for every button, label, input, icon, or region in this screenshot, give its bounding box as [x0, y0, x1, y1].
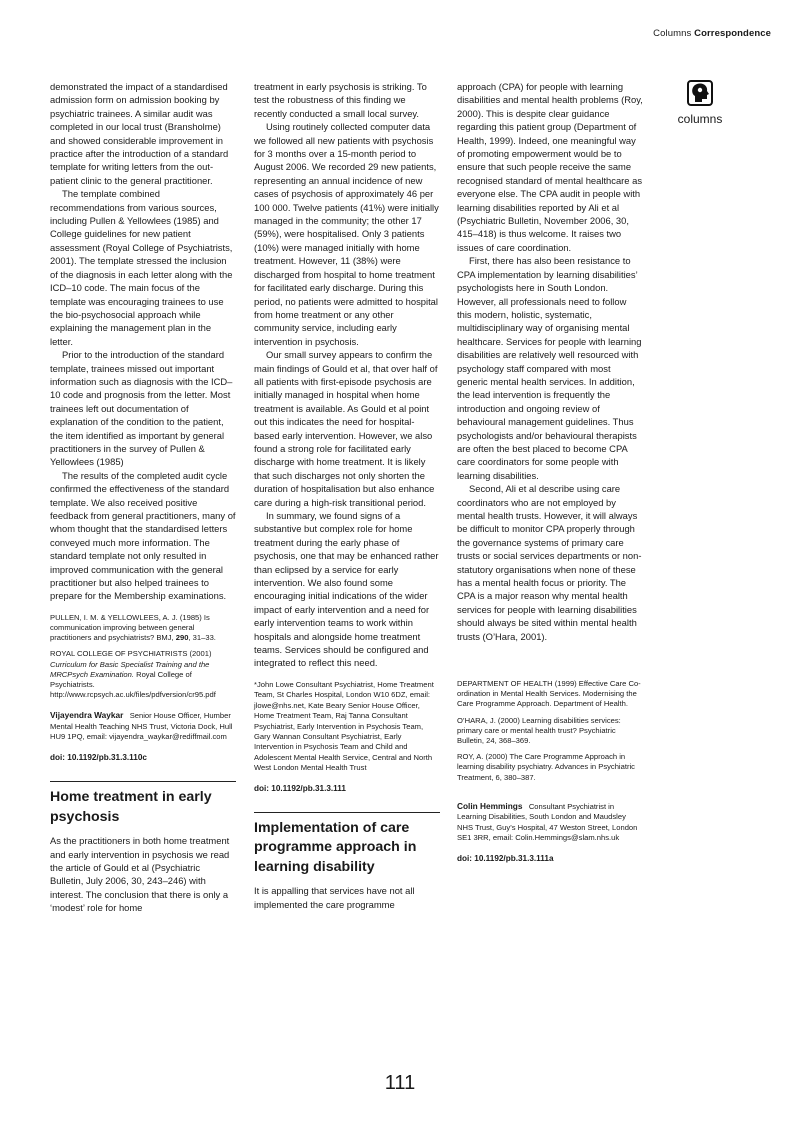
paragraph: Our small survey appears to confirm the main findings of Gould et al, that over half of all patients with first-episode psychosis are initially managed in hospital when home treatment is available. As Gould et al point out this indicates the need for hospital-based early intervention. However, we also found a strong role for facilitated early discharge with home treatment. It is likely that such discharges not only shorten the duration of hospitalisation but also enhance care during a high-risk transitional period. [254, 349, 438, 508]
author-block: *John Lowe Consultant Psychiatrist, Home Treatment Team, St Charles Hospital, London W10 6DZ, email: jlowe@nhs.net, Kate Beary Senior House Officer, Home Treatment Team, Raj Tanna Consultant Psychiatrist, Early Intervention in Psychosis Team, Gary Wannan Consultant Psychiatrist, Early Intervention in Psychosis Team and Child and Adolescent Mental Health Service, Central and North West London Mental Health Trust [254, 679, 434, 773]
head-profile-icon [686, 78, 714, 108]
reference: ROY, A. (2000) The Care Programme Approach in learning disability psychiatry. Advances in Psychiatric Treatment, 6, 380–387. [457, 752, 635, 782]
column-1 [50, 80, 236, 915]
author-details: Senior House Officer, Humber Mental Health Teaching NHS Trust, Victoria Dock, Hull HU9 1PQ, email: vijayendra_waykar@rediffmail.com [50, 711, 233, 742]
running-head [653, 28, 771, 39]
paragraph: The template combined recommendations from various sources, including Pullen & Yellowlees (1985) and College guidelines for new patient assessment (Royal College of Psychiatrists, 2001). The template stressed the inclusion of the diagnosis in each letter along with the ICD–10 code. The main focus of the template was encouraging trainees to use the bio-psychosocial approach while explaining the management plan in the letter. [50, 188, 233, 347]
paragraph: demonstrated the impact of a standardised admission form on admission booking by psychiatric trainees. A similar audit was completed in our local trust (Bransholme) and showed considerable improvement in practice after the introduction of a standard template for writing letters from the out-patient clinic to the general practitioner. [50, 81, 229, 186]
reference: PULLEN, I. M. & YELLOWLEES, A. J. (1985) Is communication improving between general practitioners and psychiatrists? BMJ, 290, 31–33. [50, 612, 216, 643]
author-block [50, 710, 236, 742]
column-2 [254, 80, 440, 911]
paragraph: approach (CPA) for people with learning disabilities and mental health problems (Roy, 2000). This is despite clear guidance regarding this patient group (Department of Health, 1999). Indeed, one meaningful way of promoting empowerment would be to ensure that such people receive the same recognised standard of mental healthcare as everyone else. The CPA audit in people with learning disabilities reported by Ali et al (Psychiatric Bulletin, November 2006, 30, 415–418) is thus welcome. It raises two issues of care coordination. [457, 81, 643, 253]
article-heading: Home treatment in early psychosis [50, 789, 212, 825]
references [457, 679, 643, 783]
references [50, 613, 236, 701]
doi: doi: 10.1192/pb.31.3.111a [457, 853, 554, 863]
reference: O’HARA, J. (2000) Learning disabilities services: primary care or mental health trust? Psychiatric Bulletin, 24, 368–369. [457, 715, 621, 746]
author-details: Consultant Psychiatrist in Learning Disabilities, South London and Maudsley NHS Trust, Guy’s Hospital, 47 Weston Street, London SE1 3RR, email: Colin.Hemmings@slam.nhs.uk [457, 801, 638, 843]
paragraph: Using routinely collected computer data we followed all new patients with psychosis for 3 months over a 15-month period to August 2006. We recorded 29 new patients, representing an annual incidence of new cases of psychosis of approximately 46 per 100 000. Twelve patients (41%) were initially managed in the community; the other 17 (59%), were hospitalised. Only 3 patients (10%) were managed initially with home treatment. However, 11 (38%) were discharged from hospital to home treatment for facilitated early discharge. During this period, no patients were admitted to hospital from home treatment or any other community service, including early intervention in psychosis. [254, 121, 439, 347]
paragraph: First, there has also been resistance to CPA implementation by learning disabilities’ psychologists here in South London. However, all professionals need to follow this modern, holistic, systematic, multidisciplinary way of organising mental healthcare. Services for people with learning disabilities are relatively well resourced with psychology staff compared with most generic mental health services. In addition, the lead intervention is frequently the introduction and ongoing review of behavioural management guidelines. Thus psychologists and/or behavioural therapists are often the best placed to become CPA care coordinators for some people with learning disabilities. [457, 255, 642, 481]
running-head-section: Columns [653, 28, 692, 39]
running-head-title: Correspondence [694, 28, 771, 39]
author-block [457, 801, 643, 844]
doi: doi: 10.1192/pb.31.3.111 [254, 783, 346, 793]
column-3 [457, 80, 643, 865]
paragraph: treatment in early psychosis is striking. To test the robustness of this finding we recently conducted a small local survey. [254, 81, 427, 119]
section-label: columns [677, 112, 723, 126]
divider [50, 781, 236, 782]
author-name: Colin Hemmings [457, 800, 523, 811]
reference: ROYAL COLLEGE OF PSYCHIATRISTS (2001) Curriculum for Basic Specialist Training and the MRCPsych Examination. Royal College of Psychiatrists. http://www.rcpsych.ac.uk/files/pdfversion/cr95.pdf [50, 649, 216, 700]
reference: DEPARTMENT OF HEALTH (1999) Effective Care Co-ordination in Mental Health Services. Modernising the Care Programme Approach. Department of Health. [457, 679, 641, 709]
author-name: Vijayendra Waykar [50, 710, 124, 721]
doi: doi: 10.1192/pb.31.3.110c [50, 752, 147, 762]
article-heading: Implementation of care programme approach in learning disability [254, 819, 417, 875]
page-number: 111 [384, 1072, 416, 1094]
paragraph: In summary, we found signs of a substantive but complex role for home treatment during the early phase of psychosis, one that may be enhanced rather than eclipsed by a service for early intervention. We also found some encouraging initial indications of the wider impact of early intervention and a need for early intervention teams to work within hospitals and alongside home treatment teams. Services should be configured and integrated to reflect this need. [254, 510, 439, 669]
paragraph: The results of the completed audit cycle confirmed the effectiveness of the standard template. We also received positive feedback from general practitioners, many of whom thought that the standardised letters conveyed much more information. The standard template not only resulted in improved communication with the general practitioner but also helped trainees to prepare for the Membership examinations. [50, 469, 236, 602]
paragraph: As the practitioners in both home treatment and early intervention in psychosis we read the article of Gould et al (Psychiatric Bulletin, July 2006, 30, 243–246) with interest. The conclusion that there is only a ‘modest’ role for home [50, 835, 230, 914]
paragraph: Second, Ali et al describe using care coordinators who are not employed by mental health trusts. However, it will always be difficult to monitor CPA properly through the governance systems of primary care trusts or social services departments or non-statutory organisations when none of these has a mental health focus or priority. The CPA is a major reason why mental health services for people with learning disabilities should always be sited within mental health trusts (O’Hara, 2001). [457, 483, 642, 642]
paragraph: Prior to the introduction of the standard template, trainees missed out important information such as diagnosis with the ICD–10 code and prognosis from the letter. Most trainees left out documentation of explanation of the condition to the patient, the item identified as important by general practitioners in the survey of Pullen & Yellowlees (1985) [50, 349, 233, 468]
divider [254, 812, 440, 813]
paragraph: It is appalling that services have not all implemented the care programme [254, 885, 415, 910]
